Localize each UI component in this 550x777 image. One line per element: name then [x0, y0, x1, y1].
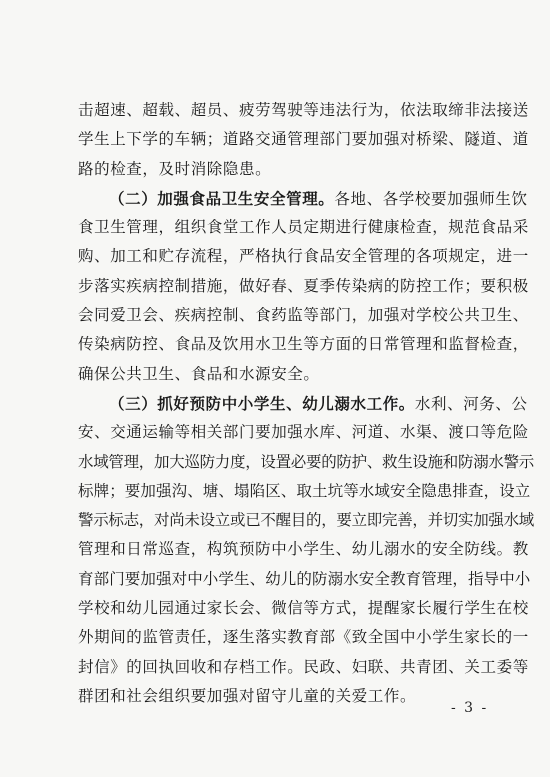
section-heading-line: （三）抓好预防中小学生、幼儿溺水工作。水利、河务、公 [109, 393, 528, 413]
text-line: 学生上下学的车辆；道路交通管理部门要加强对桥梁、隧道、道 [78, 130, 529, 149]
text-line: 标牌；要加强沟、塘、塌陷区、取土坑等水域安全隐患排查，设立 [78, 481, 531, 500]
text-line: 击超速、超载、超员、疲劳驾驶等违法行为，依法取缔非法接送 [78, 101, 529, 119]
text-line: 封信》的回执回收和存档工作。民政、妇联、共青团、关工委等 [78, 657, 529, 676]
text-line: 学校和幼儿园通过家长会、微信等方式，提醒家长履行学生在校 [78, 599, 529, 618]
text-line: 步落实疾病控制措施，做好春、夏季传染病的防控工作；要积极 [78, 276, 529, 295]
text-line: 育部门要加强对中小学生、幼儿的防溺水安全教育管理，指导中小 [78, 569, 531, 588]
text-line: 管理和日常巡查，构筑预防中小学生、幼儿溺水的安全防线。教 [78, 540, 529, 559]
text-line: 安、交通运输等相关部门要加强水库、河道、水渠、渡口等危险 [78, 423, 529, 442]
text-line: 确保公共卫生、食品和水源安全。 [78, 364, 320, 383]
text-line: 外期间的监管责任，逐生落实教育部《致全国中小学生家长的一 [78, 628, 529, 647]
text-line: 会同爱卫会、疾病控制、食药监等部门，加强对学校公共卫生、 [78, 306, 529, 325]
text-line: 群团和社会组织要加强对留守儿童的关爱工作。 [78, 686, 417, 705]
text-line: 传染病防控、食品及饮用水卫生等方面的日常管理和监督检查， [78, 335, 529, 354]
body-text [78, 96, 535, 711]
text-line: 路的检查，及时消除隐患。 [78, 159, 272, 178]
text-line: 水域管理，加大巡防力度，设置必要的防护、救生设施和防溺水警示 [78, 452, 535, 471]
text-line: 食卫生管理，组织食堂工作人员定期进行健康检查，规范食品采 [78, 218, 529, 237]
text-line: 警示标志，对尚未设立或已不醒目的，要立即完善，并切实加强水域 [78, 511, 535, 530]
section-heading: （二）加强食品卫生安全管理。 [109, 188, 335, 208]
section-heading: （三）抓好预防中小学生、幼儿溺水工作。 [109, 393, 415, 413]
text-line: 购、加工和贮存流程，严格执行食品安全管理的各项规定，进一 [78, 247, 529, 266]
section-heading-line: （二）加强食品卫生安全管理。各地、各学校要加强师生饮 [109, 188, 528, 208]
page-number: - 3 - [451, 700, 489, 716]
